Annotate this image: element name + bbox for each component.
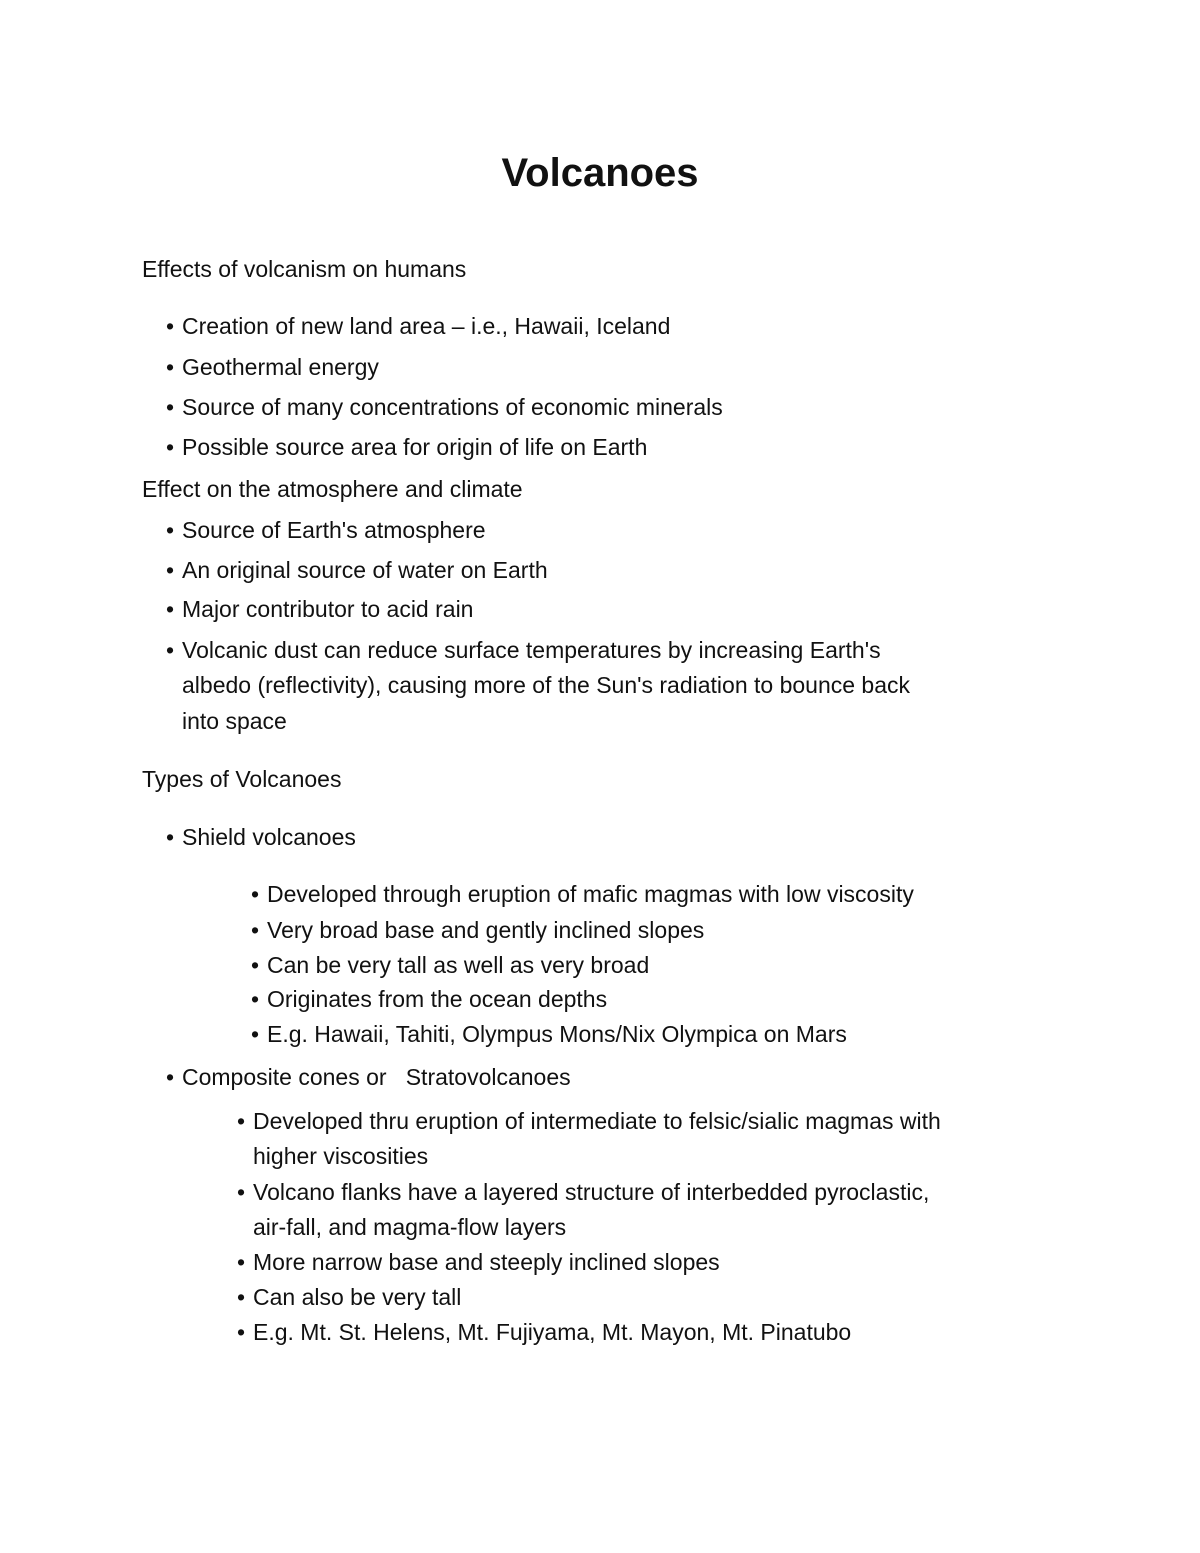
sub-list-item-line: higher viscosities [253, 1143, 429, 1169]
bullet-icon: • [251, 917, 260, 943]
sub-list-item: Can be very tall as well as very broad [267, 952, 650, 978]
bullet-icon: • [166, 394, 175, 420]
list-item-shield: Shield volcanoes [182, 824, 356, 850]
sub-list-item-line: Developed thru eruption of intermediate to felsic/sialic magmas with [253, 1108, 941, 1134]
sub-list-item: Very broad base and gently inclined slopes [267, 917, 705, 943]
bullet-icon: • [166, 824, 175, 850]
bullet-icon: • [166, 637, 175, 663]
list-item-composite: Composite cones or Stratovolcanoes [182, 1064, 571, 1090]
section-heading-humans: Effects of volcanism on humans [142, 256, 467, 282]
bullet-icon: • [166, 557, 175, 583]
bullet-icon: • [251, 1021, 260, 1047]
list-item: Creation of new land area – i.e., Hawaii, Iceland [182, 313, 671, 339]
sub-list-item: More narrow base and steeply inclined slopes [253, 1249, 720, 1275]
bullet-icon: • [237, 1179, 246, 1205]
bullet-icon: • [237, 1108, 246, 1134]
bullet-icon: • [237, 1249, 246, 1275]
bullet-icon: • [166, 596, 175, 622]
bullet-icon: • [166, 1064, 175, 1090]
section-heading-atmosphere: Effect on the atmosphere and climate [142, 476, 523, 502]
bullet-icon: • [237, 1284, 246, 1310]
sub-list-item-line: air-fall, and magma-flow layers [253, 1214, 567, 1240]
page-title: Volcanoes [501, 151, 699, 195]
sub-list-item-line: Volcano flanks have a layered structure of interbedded pyroclastic, [253, 1179, 930, 1205]
sub-list-item: E.g. Hawaii, Tahiti, Olympus Mons/Nix Olympica on Mars [267, 1021, 847, 1047]
bullet-icon: • [166, 354, 175, 380]
list-item-line: into space [182, 708, 287, 734]
sub-list-item: E.g. Mt. St. Helens, Mt. Fujiyama, Mt. Mayon, Mt. Pinatubo [253, 1319, 852, 1345]
list-item-line: albedo (reflectivity), causing more of the Sun's radiation to bounce back [182, 672, 911, 698]
list-item-line: Volcanic dust can reduce surface temperatures by increasing Earth's [182, 637, 881, 663]
list-item: Geothermal energy [182, 354, 379, 380]
section-heading-types: Types of Volcanoes [142, 766, 342, 792]
sub-list-item: Developed through eruption of mafic magmas with low viscosity [267, 881, 914, 907]
list-item: Possible source area for origin of life on Earth [182, 434, 648, 460]
bullet-icon: • [166, 434, 175, 460]
list-item: An original source of water on Earth [182, 557, 548, 583]
bullet-icon: • [166, 313, 175, 339]
bullet-icon: • [251, 952, 260, 978]
bullet-icon: • [251, 986, 260, 1012]
sub-list-item: Can also be very tall [253, 1284, 462, 1310]
list-item: Major contributor to acid rain [182, 596, 474, 622]
bullet-icon: • [166, 517, 175, 543]
list-item: Source of Earth's atmosphere [182, 517, 486, 543]
bullet-icon: • [251, 881, 260, 907]
bullet-icon: • [237, 1319, 246, 1345]
list-item: Source of many concentrations of economic minerals [182, 394, 723, 420]
sub-list-item: Originates from the ocean depths [267, 986, 608, 1012]
